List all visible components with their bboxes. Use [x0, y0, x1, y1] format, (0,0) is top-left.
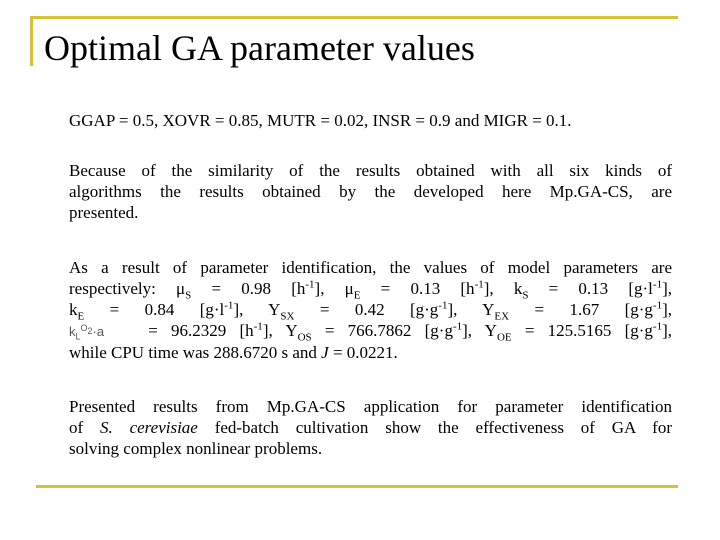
conclusion-paragraph — [69, 396, 672, 459]
kla-symbol-image: $k_L^{O_2}\cdot a$ — [69, 322, 105, 342]
similarity-line-2: algorithms the results obtained by the developed here Mp.GA-CS, are — [69, 182, 672, 201]
mu-s-value: $\mu_S = 0.98$ $[h^{-1}]$, — [176, 278, 325, 302]
bottom-accent-rule — [36, 485, 678, 488]
results-line-4 — [69, 320, 672, 342]
results-line-2: respectively: $\mu_S = 0.98$ $[h^{-1}]$, $\mu_E = 0.13$ $[h^{-1}]$, $k_S = 0.13$ $[g\cdot l^{-1}]$, — [69, 278, 673, 302]
yoe-value: $Y_{OE} = 125.5165$ $[g\cdot g^{-1}]$, — [484, 320, 672, 344]
similarity-line-3: presented. — [69, 203, 139, 222]
conclusion-line-3: solving complex nonlinear problems. — [69, 439, 323, 458]
yex-value: $Y_{EX} = 1.67$ $[g\cdot g^{-1}]$, — [482, 299, 672, 323]
ysx-value: $Y_{SX} = 0.42$ $[g\cdot g^{-1}]$, — [268, 299, 458, 323]
slide-title: Optimal GA parameter values — [44, 28, 475, 68]
objective-j-symbol: J — [321, 343, 329, 362]
ks-value: $k_S = 0.13$ $[g\cdot l^{-1}]$, — [513, 278, 673, 302]
results-paragraph — [69, 257, 672, 363]
conclusion-line-2: of S. cerevisiae fed-batch cultivation show the effectiveness of GA for — [69, 418, 673, 437]
conclusion-line-1: Presented results from Mp.GA-CS application for parameter identification — [69, 397, 672, 416]
similarity-paragraph — [69, 160, 672, 223]
parameters-line: GGAP = 0.5, XOVR = 0.85, MUTR = 0.02, INSR = 0.9 and MIGR = 0.1. — [69, 111, 572, 130]
left-accent-rule — [30, 16, 33, 66]
species-name: S. cerevisiae — [100, 418, 198, 437]
results-line-1: As a result of parameter identification, the values of model parameters are — [69, 258, 672, 277]
mu-e-value: $\mu_E = 0.13$ $[h^{-1}]$, — [344, 278, 494, 302]
kla-value: $k_L^{O_2}\cdot a = 96.2329$ $[h^{-1}]$, — [69, 320, 273, 342]
results-line-5: while CPU time was 288.6720 s and J = 0.0221. — [69, 343, 398, 362]
top-accent-rule — [30, 16, 678, 19]
yos-value: $Y_{OS} = 766.7862$ $[g\cdot g^{-1}]$, — [285, 320, 473, 344]
results-line-3 — [69, 299, 672, 323]
ke-value: $k_E = 0.84$ $[g\cdot l^{-1}]$, — [69, 299, 244, 323]
similarity-line-1: Because of the similarity of the results obtained with all six kinds of — [69, 161, 672, 180]
